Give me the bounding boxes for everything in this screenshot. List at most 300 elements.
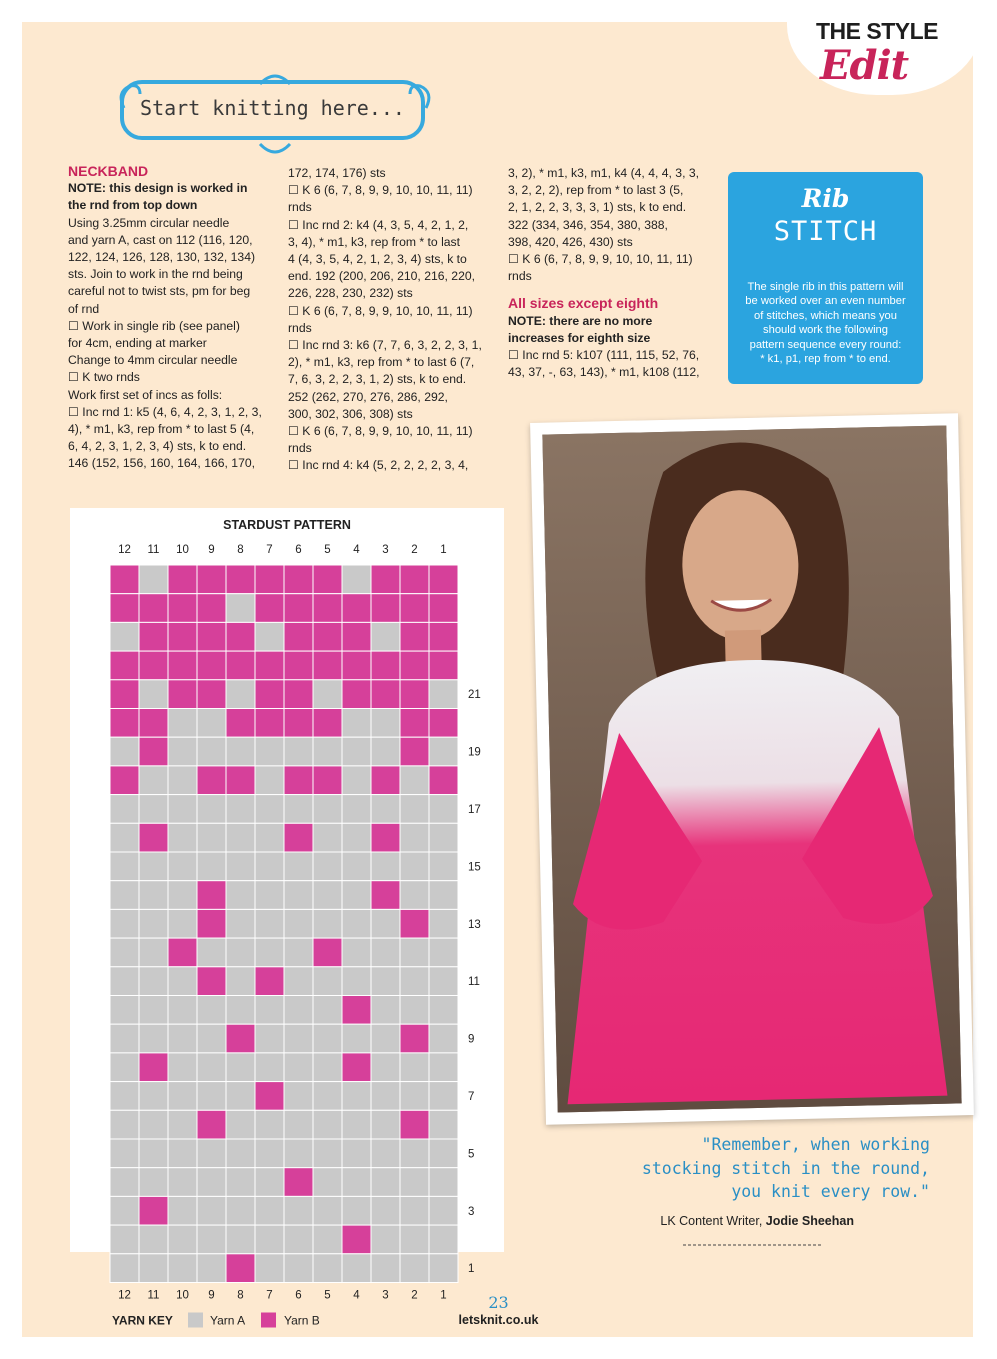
- chart-cell: [139, 881, 168, 910]
- yarn-key-label: YARN KEY: [112, 1313, 173, 1328]
- chart-cell: [313, 565, 342, 594]
- increase-instruction-line: 4 (4, 3, 5, 4, 2, 1, 2, 3, 4) sts, k to: [288, 252, 467, 267]
- chart-cell: [168, 766, 197, 795]
- chart-cell: [168, 881, 197, 910]
- continued-instruction-line: 322 (334, 346, 354, 380, 388,: [508, 217, 668, 232]
- row-number: 11: [468, 976, 480, 989]
- chart-cell: [139, 1196, 168, 1225]
- chart-cell: [197, 938, 226, 967]
- chart-cell: [342, 1110, 371, 1139]
- chart-cell: [110, 909, 139, 938]
- column-number-bottom: 5: [324, 1289, 331, 1302]
- chart-cell: [197, 1254, 226, 1283]
- chart-cell: [139, 823, 168, 852]
- chart-cell: [110, 680, 139, 709]
- chart-cell: [197, 909, 226, 938]
- chart-cell: [197, 967, 226, 996]
- neckband-instruction-line: ☐ K two rnds: [68, 370, 140, 385]
- chart-cell: [226, 1196, 255, 1225]
- chart-cell: [197, 1139, 226, 1168]
- neckband-instruction-line: and yarn A, cast on 112 (116, 120,: [68, 232, 253, 247]
- chart-cell: [168, 709, 197, 738]
- chart-cell: [255, 680, 284, 709]
- chart-cell: [197, 1225, 226, 1254]
- chart-cell: [342, 766, 371, 795]
- chart-cell: [110, 881, 139, 910]
- chart-cell: [313, 909, 342, 938]
- eighth-size-note-line-1: NOTE: there are no more: [508, 313, 653, 328]
- chart-cell: [168, 909, 197, 938]
- chart-cell: [255, 823, 284, 852]
- chart-cell: [284, 1139, 313, 1168]
- eighth-size-note-line-2: increases for eighth size: [508, 330, 651, 345]
- chart-cell: [168, 1139, 197, 1168]
- neckband-heading: NECKBAND: [68, 163, 149, 179]
- chart-cell: [226, 938, 255, 967]
- chart-cell: [313, 1082, 342, 1111]
- chart-cell: [226, 766, 255, 795]
- chart-cell: [226, 1168, 255, 1197]
- chart-cell: [197, 1168, 226, 1197]
- chart-cell: [110, 1110, 139, 1139]
- chart-cell: [284, 1168, 313, 1197]
- chart-cell: [168, 651, 197, 680]
- chart-cell: [342, 565, 371, 594]
- increase-instruction-line: rnds: [288, 320, 312, 335]
- chart-cell: [110, 852, 139, 881]
- chart-cell: [168, 1225, 197, 1254]
- column-number-top: 12: [118, 544, 131, 556]
- neckband-instruction-line: Change to 4mm circular needle: [68, 353, 238, 368]
- quote-line-2: stocking stitch in the round,: [641, 1158, 930, 1178]
- chart-cell: [139, 938, 168, 967]
- chart-cell: [226, 852, 255, 881]
- chart-cell: [226, 1053, 255, 1082]
- chart-cell: [255, 622, 284, 651]
- chart-cell: [197, 1196, 226, 1225]
- neckband-column: [68, 163, 263, 473]
- chart-cell: [139, 737, 168, 766]
- chart-cell: [342, 823, 371, 852]
- chart-cell: [197, 1110, 226, 1139]
- chart-cell: [284, 1196, 313, 1225]
- chart-cell: [168, 967, 197, 996]
- chart-cell: [371, 565, 400, 594]
- chart-cell: [139, 1024, 168, 1053]
- chart-cell: [371, 594, 400, 623]
- rib-panel-text-line: pattern sequence every round:: [749, 338, 902, 351]
- neckband-instruction-line: Work first set of incs as folls:: [68, 387, 223, 402]
- chart-cell: [313, 766, 342, 795]
- increase-instruction-line: ☐ Inc rnd 2: k4 (4, 3, 5, 4, 2, 1, 2,: [288, 217, 469, 232]
- increase-instruction-line: ☐ Inc rnd 4: k4 (5, 2, 2, 2, 2, 3, 4,: [288, 458, 469, 473]
- chart-cell: [313, 1196, 342, 1225]
- chart-cell: [400, 622, 429, 651]
- chart-cell: [371, 622, 400, 651]
- neckband-instruction-line: 146 (152, 156, 160, 164, 166, 170,: [68, 456, 256, 471]
- continued-instruction-line: 2, 1, 2, 2, 3, 3, 3, 1) sts, k to end.: [508, 200, 687, 215]
- chart-cell: [168, 996, 197, 1025]
- chart-cell: [255, 1110, 284, 1139]
- chart-cell: [197, 1024, 226, 1053]
- chart-cell: [139, 909, 168, 938]
- column-number-bottom: 1: [440, 1289, 447, 1302]
- chart-cell: [284, 1053, 313, 1082]
- chart-cell: [284, 996, 313, 1025]
- chart-cell: [342, 852, 371, 881]
- chart-cell: [284, 1110, 313, 1139]
- chart-cell: [284, 651, 313, 680]
- website: letsknit.co.uk: [458, 1313, 539, 1327]
- rib-stitch-panel: [728, 172, 923, 384]
- chart-cell: [168, 795, 197, 824]
- continued-column: [508, 165, 713, 381]
- column-number-bottom: 3: [382, 1289, 389, 1302]
- chart-cell: [284, 881, 313, 910]
- rib-panel-text-line: be worked over an even number: [745, 295, 906, 308]
- chart-cell: [371, 852, 400, 881]
- increase-instruction-line: 7, 6, 3, 2, 2, 3, 1, 2) sts, k to end.: [288, 372, 467, 387]
- chart-cell: [255, 594, 284, 623]
- chart-cell: [284, 823, 313, 852]
- chart-cell: [400, 1024, 429, 1053]
- increase-instruction-line: rnds: [288, 200, 312, 215]
- chart-cell: [342, 1196, 371, 1225]
- chart-cell: [139, 967, 168, 996]
- chart-cell: [197, 766, 226, 795]
- page-number: 23: [488, 1293, 509, 1312]
- chart-cell: [400, 795, 429, 824]
- attribution-name: Jodie Sheehan: [765, 1214, 854, 1228]
- chart-cell: [255, 1024, 284, 1053]
- column-number-top: 7: [266, 544, 273, 556]
- chart-cell: [371, 1225, 400, 1254]
- chart-cell: [226, 967, 255, 996]
- chart-cell: [400, 938, 429, 967]
- chart-cell: [110, 1053, 139, 1082]
- row-number: 15: [468, 861, 481, 874]
- chart-cell: [255, 909, 284, 938]
- increase-instruction-line: 172, 174, 176) sts: [288, 166, 386, 180]
- banner-scroll-ornament: [110, 68, 440, 158]
- chart-cell: [110, 709, 139, 738]
- chart-cell: [429, 766, 458, 795]
- yarn-a-label: Yarn A: [210, 1313, 246, 1328]
- chart-cell: [342, 795, 371, 824]
- chart-cell: [429, 996, 458, 1025]
- chart-cell: [168, 565, 197, 594]
- chart-cell: [255, 938, 284, 967]
- chart-cell: [139, 680, 168, 709]
- chart-cell: [371, 1196, 400, 1225]
- chart-cell: [255, 852, 284, 881]
- chart-cell: [284, 737, 313, 766]
- chart-cell: [110, 565, 139, 594]
- chart-title: STARDUST PATTERN: [223, 518, 351, 532]
- column-number-top: 6: [295, 544, 302, 556]
- chart-cell: [400, 594, 429, 623]
- chart-cell: [371, 909, 400, 938]
- chart-cell: [342, 881, 371, 910]
- chart-cell: [226, 651, 255, 680]
- chart-cell: [110, 737, 139, 766]
- attribution-role: LK Content Writer,: [660, 1214, 766, 1228]
- chart-cell: [226, 1110, 255, 1139]
- chart-cell: [139, 1254, 168, 1283]
- chart-cell: [342, 1082, 371, 1111]
- increase-instruction-line: 226, 228, 230, 232) sts: [288, 286, 413, 301]
- chart-cell: [371, 938, 400, 967]
- chart-cell: [313, 651, 342, 680]
- chart-cell: [371, 709, 400, 738]
- chart-cell: [342, 594, 371, 623]
- chart-cell: [255, 996, 284, 1025]
- increase-instruction-line: ☐ K 6 (6, 7, 8, 9, 9, 10, 10, 11, 11): [288, 424, 473, 439]
- chart-cell: [313, 996, 342, 1025]
- chart-cell: [226, 594, 255, 623]
- chart-cell: [168, 852, 197, 881]
- chart-cell: [110, 594, 139, 623]
- chart-cell: [255, 1225, 284, 1254]
- chart-cell: [110, 1082, 139, 1111]
- column-number-bottom: 10: [176, 1289, 189, 1302]
- chart-cell: [429, 1139, 458, 1168]
- chart-cell: [342, 1254, 371, 1283]
- column-number-top: 10: [176, 544, 189, 556]
- chart-cell: [255, 967, 284, 996]
- chart-cell: [400, 680, 429, 709]
- chart-cell: [168, 1168, 197, 1197]
- chart-cell: [313, 737, 342, 766]
- chart-cell: [226, 881, 255, 910]
- chart-cell: [139, 565, 168, 594]
- chart-cell: [110, 823, 139, 852]
- rib-title: Rib: [801, 184, 850, 213]
- neckband-instruction-line: 4), * m1, k3, rep from * to last 5 (4,: [68, 422, 255, 437]
- rib-panel-body: [738, 280, 913, 366]
- chart-cell: [400, 1225, 429, 1254]
- column-number-bottom: 6: [295, 1289, 302, 1302]
- chart-cell: [429, 823, 458, 852]
- continued-instruction-line: 398, 420, 426, 430) sts: [508, 234, 633, 249]
- chart-cell: [168, 1110, 197, 1139]
- stitch-divider-ornament: [683, 1240, 823, 1250]
- chart-cell: [313, 881, 342, 910]
- chart-cell: [371, 651, 400, 680]
- chart-cell: [429, 1196, 458, 1225]
- chart-cell: [110, 1024, 139, 1053]
- chart-cell: [313, 967, 342, 996]
- chart-cell: [284, 766, 313, 795]
- chart-cell: [255, 795, 284, 824]
- chart-cell: [255, 1196, 284, 1225]
- chart-cell: [429, 594, 458, 623]
- column-number-top: 2: [411, 544, 418, 556]
- chart-cell: [400, 766, 429, 795]
- chart-cell: [226, 709, 255, 738]
- chart-cell: [168, 1254, 197, 1283]
- row-number: 19: [468, 746, 481, 759]
- increase-instruction-line: ☐ Inc rnd 3: k6 (7, 7, 6, 3, 2, 2, 3, 1,: [288, 338, 482, 353]
- chart-cell: [313, 594, 342, 623]
- chart-cell: [429, 680, 458, 709]
- chart-cell: [429, 709, 458, 738]
- chart-cell: [226, 1082, 255, 1111]
- chart-cell: [429, 1053, 458, 1082]
- chart-cell: [284, 709, 313, 738]
- chart-cell: [400, 1082, 429, 1111]
- row-number: 9: [468, 1033, 475, 1046]
- row-number: 21: [468, 689, 481, 702]
- increase-instruction-line: 300, 302, 306, 308) sts: [288, 406, 413, 421]
- continued-instruction-line: 3, 2, 2, 2), rep from * to last 3 (5,: [508, 183, 684, 198]
- chart-cell: [110, 766, 139, 795]
- chart-cell: [429, 909, 458, 938]
- chart-cell: [284, 1082, 313, 1111]
- chart-cell: [226, 565, 255, 594]
- chart-cell: [139, 996, 168, 1025]
- chart-cell: [110, 651, 139, 680]
- yarn-b-label: Yarn B: [284, 1313, 320, 1328]
- chart-cell: [429, 1082, 458, 1111]
- chart-cell: [110, 795, 139, 824]
- chart-cell: [371, 881, 400, 910]
- chart-cell: [139, 766, 168, 795]
- chart-cell: [429, 1168, 458, 1197]
- chart-cell: [371, 996, 400, 1025]
- increase-instruction-line: 2), * m1, k3, rep from * to last 6 (7,: [288, 355, 475, 370]
- chart-cell: [197, 1053, 226, 1082]
- chart-cell: [168, 823, 197, 852]
- chart-cell: [197, 709, 226, 738]
- chart-cell: [226, 909, 255, 938]
- chart-cell: [342, 967, 371, 996]
- chart-cell: [255, 737, 284, 766]
- chart-cell: [139, 1082, 168, 1111]
- chart-cell: [400, 1139, 429, 1168]
- chart-cell: [255, 1082, 284, 1111]
- chart-cell: [313, 823, 342, 852]
- chart-cell: [255, 766, 284, 795]
- chart-cell: [110, 967, 139, 996]
- sweater-model-illustration: [542, 426, 961, 1113]
- chart-cell: [429, 737, 458, 766]
- chart-cell: [168, 622, 197, 651]
- rib-panel-text-line: should work the following: [763, 324, 888, 337]
- photo-frame: [530, 413, 974, 1125]
- chart-cell: [255, 709, 284, 738]
- neckband-instruction-line: ☐ Work in single rib (see panel): [68, 318, 240, 333]
- chart-cell: [400, 996, 429, 1025]
- chart-cell: [110, 1254, 139, 1283]
- eighth-size-instruction-line: ☐ Inc rnd 5: k107 (111, 115, 52, 76,: [508, 348, 700, 363]
- chart-cell: [255, 565, 284, 594]
- chart-cell: [139, 1110, 168, 1139]
- chart-cell: [342, 1139, 371, 1168]
- chart-cell: [284, 680, 313, 709]
- chart-cell: [284, 1254, 313, 1283]
- chart-cell: [342, 996, 371, 1025]
- chart-cell: [197, 565, 226, 594]
- chart-cell: [139, 852, 168, 881]
- chart-cell: [342, 1225, 371, 1254]
- chart-cell: [226, 680, 255, 709]
- chart-cell: [197, 651, 226, 680]
- chart-cell: [342, 1024, 371, 1053]
- chart-cell: [342, 1168, 371, 1197]
- column-number-bottom: 12: [118, 1289, 131, 1302]
- chart-cell: [342, 680, 371, 709]
- chart-cell: [429, 967, 458, 996]
- chart-cell: [168, 737, 197, 766]
- model-photo: [542, 426, 961, 1113]
- chart-cell: [255, 881, 284, 910]
- chart-cell: [197, 1082, 226, 1111]
- stitch-title: STITCH: [773, 216, 878, 247]
- increase-instruction-line: 252 (262, 270, 276, 286, 292,: [288, 389, 448, 404]
- chart-cell: [371, 1110, 400, 1139]
- chart-cell: [197, 737, 226, 766]
- chart-cell: [313, 1024, 342, 1053]
- quote-attribution: [560, 1214, 854, 1228]
- chart-cell: [313, 938, 342, 967]
- neckband-instruction-line: Using 3.25mm circular needle: [68, 215, 230, 230]
- increase-instruction-line: 3, 4), * m1, k3, rep from * to last: [288, 234, 461, 249]
- all-sizes-heading: All sizes except eighth: [508, 295, 659, 312]
- chart-cell: [400, 737, 429, 766]
- chart-cell: [110, 1225, 139, 1254]
- pull-quote: [560, 1133, 930, 1204]
- chart-cell: [371, 1053, 400, 1082]
- style-edit-label: THE STYLE: [816, 18, 939, 44]
- chart-cell: [168, 938, 197, 967]
- chart-cell: [226, 1225, 255, 1254]
- chart-cell: [371, 967, 400, 996]
- chart-cell: [371, 1082, 400, 1111]
- chart-cell: [313, 1168, 342, 1197]
- chart-cell: [371, 1024, 400, 1053]
- chart-cell: [400, 1168, 429, 1197]
- chart-cell: [400, 909, 429, 938]
- chart-cell: [168, 594, 197, 623]
- chart-cell: [226, 823, 255, 852]
- chart-cell: [197, 881, 226, 910]
- chart-cell: [168, 1024, 197, 1053]
- chart-cell: [342, 709, 371, 738]
- chart-cell: [400, 1254, 429, 1283]
- continued-instruction-line: 3, 2), * m1, k3, m1, k4 (4, 4, 4, 3, 3,: [508, 166, 700, 180]
- chart-cell: [197, 622, 226, 651]
- chart-cell: [313, 1254, 342, 1283]
- chart-cell: [255, 1139, 284, 1168]
- chart-cell: [342, 622, 371, 651]
- eighth-size-instruction-line: 43, 37, -, 63, 143), * m1, k108 (112,: [508, 365, 700, 380]
- neckband-instruction-line: 6, 4, 2, 3, 1, 2, 3, 4) sts, k to end.: [68, 439, 247, 454]
- chart-cell: [168, 680, 197, 709]
- chart-cell: [429, 795, 458, 824]
- chart-cell: [400, 709, 429, 738]
- increase-instruction-line: ☐ K 6 (6, 7, 8, 9, 9, 10, 10, 11, 11): [288, 183, 473, 198]
- column-number-bottom: 7: [266, 1289, 273, 1302]
- chart-cell: [284, 967, 313, 996]
- chart-cell: [313, 1139, 342, 1168]
- neckband-instruction-line: careful not to twist sts, pm for beg: [68, 284, 251, 299]
- chart-cell: [110, 622, 139, 651]
- neckband-instruction-line: sts. Join to work in the rnd being: [68, 267, 243, 282]
- chart-cell: [284, 795, 313, 824]
- chart-cell: [255, 1053, 284, 1082]
- chart-cell: [226, 795, 255, 824]
